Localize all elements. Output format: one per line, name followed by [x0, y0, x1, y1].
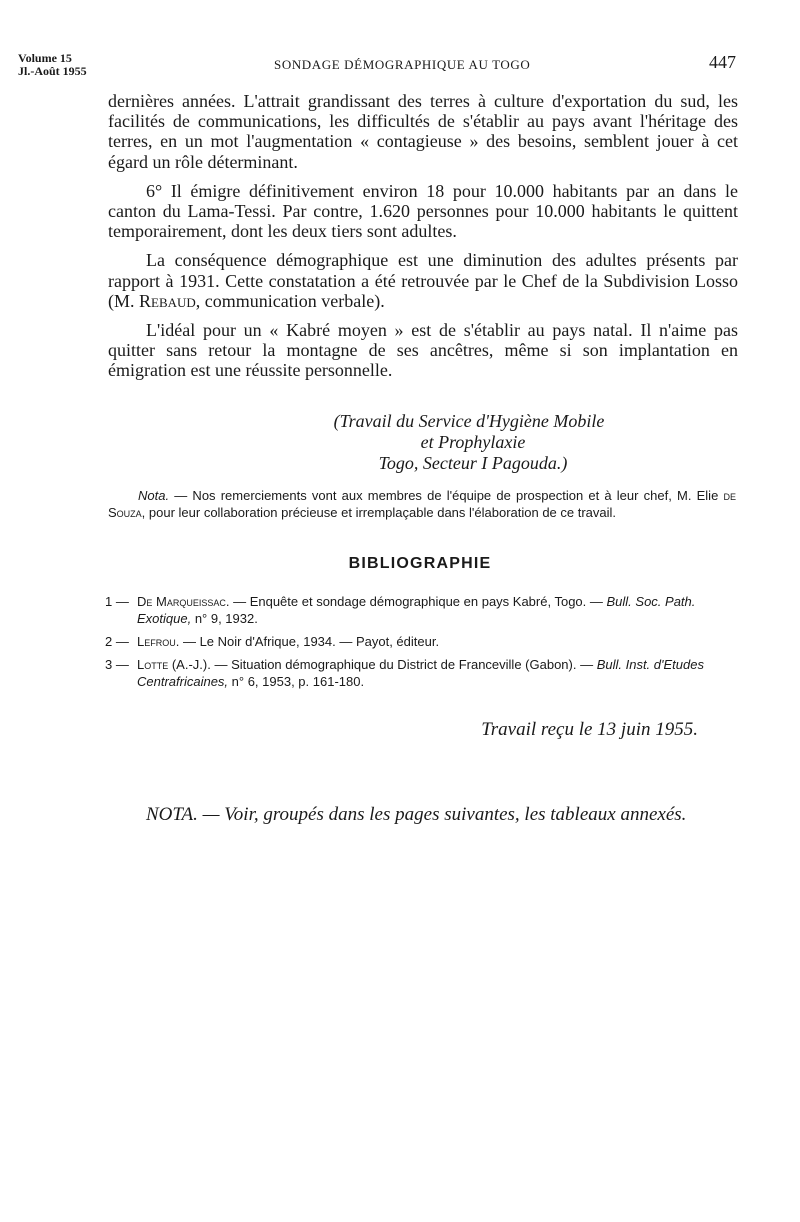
note-person-name: de Souza [108, 488, 736, 520]
author-signature [108, 411, 738, 474]
signature-line-2: et Prophylaxie [420, 432, 526, 452]
entry-text: — Le Noir d'Afrique, 1934. — Payot, éditeur. [179, 634, 440, 649]
signature-line-3: Togo, Secteur I Pagouda.) [378, 453, 568, 473]
bibliography-entry [105, 593, 740, 627]
entry-author: Lefrou. [137, 634, 180, 649]
note-lead: Nota. [138, 488, 170, 503]
volume-label: Volume 15 [18, 51, 72, 65]
entry-source: Bull. Soc. Path. Exotique, [137, 594, 696, 626]
note-text-start: — Nos remerciements vont aux membres de l'équipe de prospection et à leur chef, M. Elie [169, 488, 724, 503]
entry-text: — Situation démographique du District de Franceville (Gabon). — [210, 657, 597, 672]
acknowledgement-note [108, 487, 736, 521]
bibliography-entry [105, 656, 740, 690]
paragraph-3 [108, 250, 738, 311]
bibliography-entry [105, 633, 740, 650]
entry-number: 1 — [105, 594, 129, 609]
running-title: SONDAGE DÉMOGRAPHIQUE AU TOGO [274, 57, 531, 72]
received-date: Travail reçu le 13 juin 1955. [481, 719, 698, 740]
entry-author: De Marqueissac. [137, 594, 230, 609]
signature-line-1: (Travail du Service d'Hygiène Mobile [333, 411, 605, 431]
entry-rest: n° 9, 1932. [191, 611, 258, 626]
entry-rest: n° 6, 1953, p. 161-180. [228, 674, 365, 689]
paragraph-4: L'idéal pour un « Kabré moyen » est de s'établir au pays natal. Il n'aime pas quitter sans retour la montagne de ses ancêtres, même si son implantation en émigration est une réussite personnelle. [108, 320, 738, 381]
issue-label: Jl.-Août 1955 [18, 64, 87, 78]
note-text-end: , pour leur collaboration précieuse et irremplaçable dans l'élaboration de ce travail. [141, 505, 617, 520]
paragraph-3-start: La conséquence démographique est une diminution des adultes présents par rapport à 1931. Cette constatation a été retrouvée par le Chef de la Subdivision Losso (M. [108, 250, 738, 311]
paragraph-3-end: , communication verbale). [195, 290, 385, 311]
annex-note: NOTA. — Voir, groupés dans les pages suivantes, les tableaux annexés. [146, 804, 687, 825]
page-number: 447 [709, 52, 736, 72]
entry-source: Bull. Inst. d'Etudes Centrafricaines, [137, 657, 704, 689]
body-text [108, 91, 738, 390]
person-name: Rebaud [139, 290, 196, 311]
entry-author: Lotte (A.-J.). [137, 657, 211, 672]
entry-text: — Enquête et sondage démographique en pays Kabré, Togo. — [229, 594, 607, 609]
bibliography-list [105, 593, 740, 696]
entry-number: 2 — [105, 634, 129, 649]
entry-number: 3 — [105, 657, 129, 672]
volume-info [18, 52, 87, 78]
paragraph-1: dernières années. L'attrait grandissant des terres à culture d'exportation du sud, les facilités de communications, les difficultés de s'établir au pays avant l'héritage des terres, en un mot l'augmentation « contagieuse » des besoins, semblent jouer à cet égard un rôle déterminant. [108, 91, 738, 172]
paragraph-2: 6° Il émigre définitivement environ 18 pour 10.000 habitants par an dans le canton du Lama-Tessi. Par contre, 1.620 personnes pour 10.000 habitants le quittent temporairement, dont les deux tiers sont adultes. [108, 180, 738, 242]
bibliography-heading: BIBLIOGRAPHIE [348, 555, 492, 572]
